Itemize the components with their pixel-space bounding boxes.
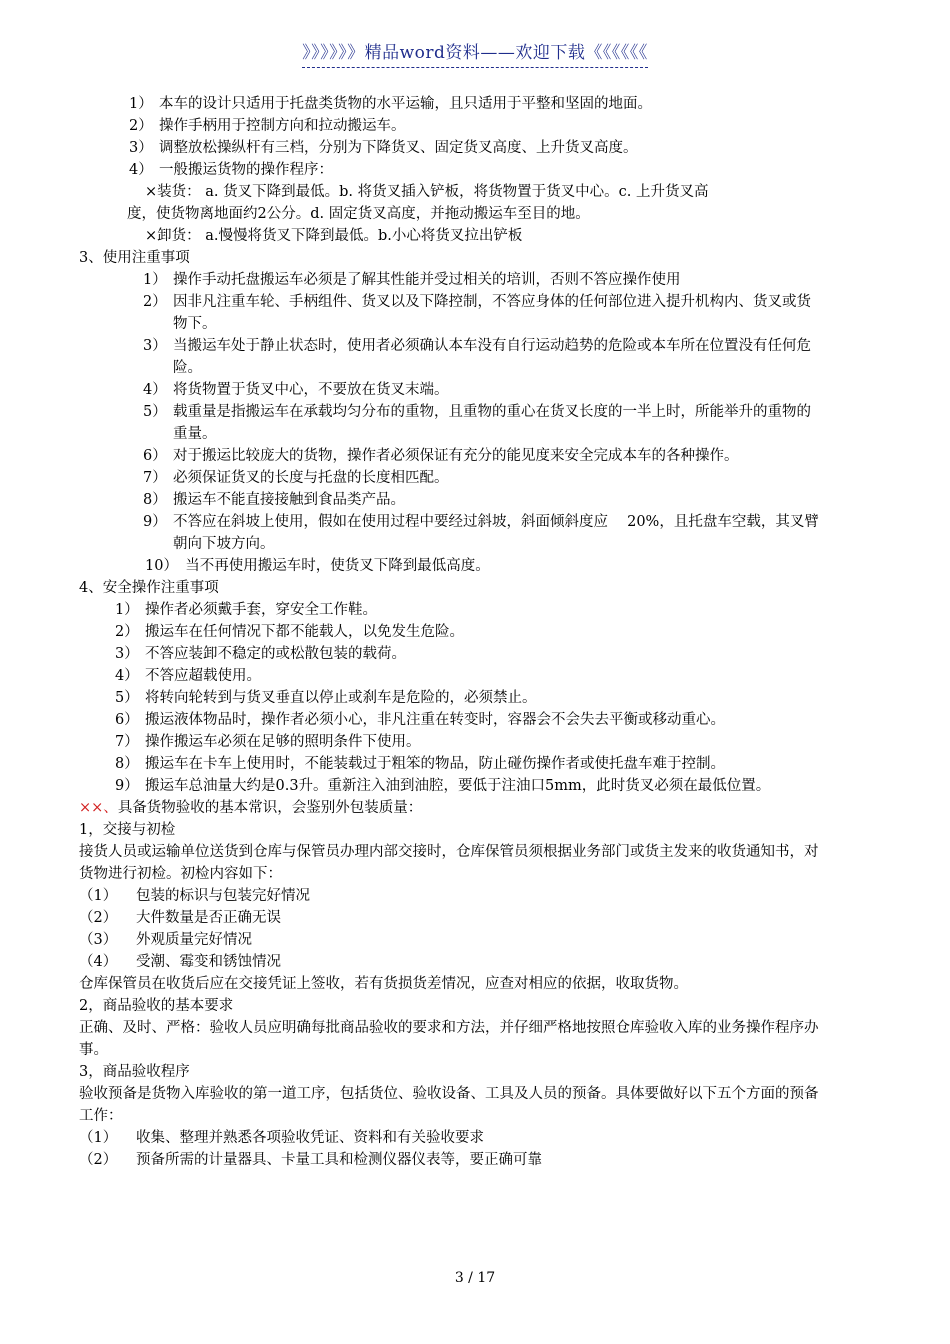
- section-3-title: 3、使用注重事项: [79, 250, 190, 266]
- load-line-1: ×装货： a. 货叉下降到最低。b. 将货叉插入铲板，将货物置于货叉中心。c. 上升货叉高: [145, 184, 709, 200]
- section-5-title: 具备货物验收的基本常识，会鉴别外包装质量：: [117, 800, 423, 816]
- list-item: （3） 外观质量完好情况: [79, 932, 252, 948]
- page-header: [0, 38, 950, 63]
- page-number: 3 / 17: [454, 1270, 496, 1286]
- list-item: 7） 操作搬运车必须在足够的照明条件下使用。: [115, 734, 421, 750]
- list-item: 1） 操作手动托盘搬运车必须是了解其性能并受过相关的培训，否则不答应操作使用: [143, 272, 681, 288]
- load-procedure-cont: [61, 203, 825, 225]
- section-4-title: 4、安全操作注重事项: [79, 580, 219, 596]
- list-item: 4） 将货物置于货叉中心，不要放在货叉末端。: [143, 382, 449, 398]
- list-item: 3） 调整放松操纵杆有三档，分别为下降货叉、固定货叉高度、上升货叉高度。: [129, 140, 638, 156]
- subsection-2-text: 正确、及时、严格：验收人员应明确每批商品验收的要求和方法，并仔细严格地按照仓库验收入库的业务操作程序办事。: [79, 1020, 819, 1058]
- list-item: （1） 包装的标识与包装完好情况: [79, 888, 310, 904]
- subsection-3-title: 3，商品验收程序: [79, 1064, 190, 1080]
- subsection-1-text: 接货人员或运输单位送货到仓库与保管员办理内部交接时，仓库保管员须根据业务部门或货主发来的收货通知书，对货物进行初检。初检内容如下：: [79, 844, 819, 882]
- list-item: 8） 搬运车在卡车上使用时，不能装载过于粗笨的物品，防止碰伤操作者或使托盘车难于控制。: [115, 756, 725, 772]
- list-item: 8） 搬运车不能直接接触到食品类产品。: [143, 492, 405, 508]
- load-procedure: [79, 181, 825, 203]
- section-5-heading: [79, 797, 825, 819]
- subsection-1-title: 1，交接与初检: [79, 822, 176, 838]
- load-line-2: 度，使货物离地面约2公分。d. 固定货叉高度，并拖动搬运车至目的地。: [127, 206, 590, 222]
- usage-notes-list: [79, 269, 825, 555]
- header-text: 》》》》》》精品word资料——欢迎下载《《《《《《: [302, 43, 648, 68]
- list-item: 6） 对于搬运比较庞大的货物，操作者必须保证有充分的能见度来安全完成本车的各种操作。: [143, 448, 739, 464]
- list-item: 3） 当搬运车处于静止状态时，使用者必须确认本车没有自行运动趋势的危险或本车所在位置没有任何危险。: [143, 338, 811, 376]
- list-item: 5） 将转向轮转到与货叉垂直以停止或刹车是危险的，必须禁止。: [115, 690, 537, 706]
- list-item: （4） 受潮、霉变和锈蚀情况: [79, 954, 281, 970]
- list-item: 9） 搬运车总油量大约是0.3升。重新注入油到油腔，要低于注油口5mm，此时货叉必须在最低位置。: [115, 778, 771, 794]
- list-item: 4） 一般搬运货物的操作程序：: [129, 162, 333, 178]
- prep-list: [79, 1127, 825, 1171]
- list-item: 9） 不答应在斜坡上使用，假如在使用过程中要经过斜坡，斜面倾斜度应 20%，且托盘车空载，其叉臂朝向下坡方向。: [143, 514, 819, 552]
- list-item: （1） 收集、整理并熟悉各项验收凭证、资料和有关验收要求: [79, 1130, 484, 1146]
- list-item: 2） 操作手柄用于控制方向和拉动搬运车。: [129, 118, 406, 134]
- list-item: 5） 载重量是指搬运车在承载均匀分布的重物，且重物的重心在货叉长度的一半上时，所能举升的重物的重量。: [143, 404, 811, 442]
- list-item: 7） 必须保证货叉的长度与托盘的长度相匹配。: [143, 470, 449, 486]
- unload-procedure: [79, 225, 825, 247]
- subsection-2-title: 2，商品验收的基本要求: [79, 998, 234, 1014]
- operation-list: [79, 93, 825, 181]
- list-item: 1） 本车的设计只适用于托盘类货物的水平运输，且只适用于平整和坚固的地面。: [129, 96, 652, 112]
- list-item: 1） 操作者必须戴手套，穿安全工作鞋。: [115, 602, 377, 618]
- list-item: 2） 搬运车在任何情况下都不能载人，以免发生危险。: [115, 624, 464, 640]
- subsection-3-text: 验收预备是货物入库验收的第一道工序，包括货位、验收设备、工具及人员的预备。具体要做好以下五个方面的预备工作：: [79, 1086, 819, 1124]
- safety-notes-list: [79, 599, 825, 797]
- section-5-mark: ××、: [79, 800, 118, 816]
- initial-check-list: [79, 885, 825, 973]
- list-item-10: 10） 当不再使用搬运车时，使货叉下降到最低高度。: [145, 558, 490, 574]
- subsection-1-after: 仓库保管员在收货后应在交接凭证上签收，若有货损货差情况，应查对相应的依据，收取货物。: [79, 976, 688, 992]
- list-item: 2） 因非凡注重车轮、手柄组件、货叉以及下降控制，不答应身体的任何部位进入提升机构内、货叉或货物下。: [143, 294, 811, 332]
- document-body: [79, 93, 825, 1171]
- list-item: （2） 大件数量是否正确无误: [79, 910, 281, 926]
- list-item: 3） 不答应装卸不稳定的或松散包装的载荷。: [115, 646, 406, 662]
- list-item: 6） 搬运液体物品时，操作者必须小心，非凡注重在转变时，容器会不会失去平衡或移动重心。: [115, 712, 725, 728]
- list-item: （2） 预备所需的计量器具、卡量工具和检测仪器仪表等，要正确可靠: [79, 1152, 542, 1168]
- list-item: 4） 不答应超载使用。: [115, 668, 261, 684]
- unload-line: ×卸货： a.慢慢将货叉下降到最低。b.小心将货叉拉出铲板: [145, 228, 523, 244]
